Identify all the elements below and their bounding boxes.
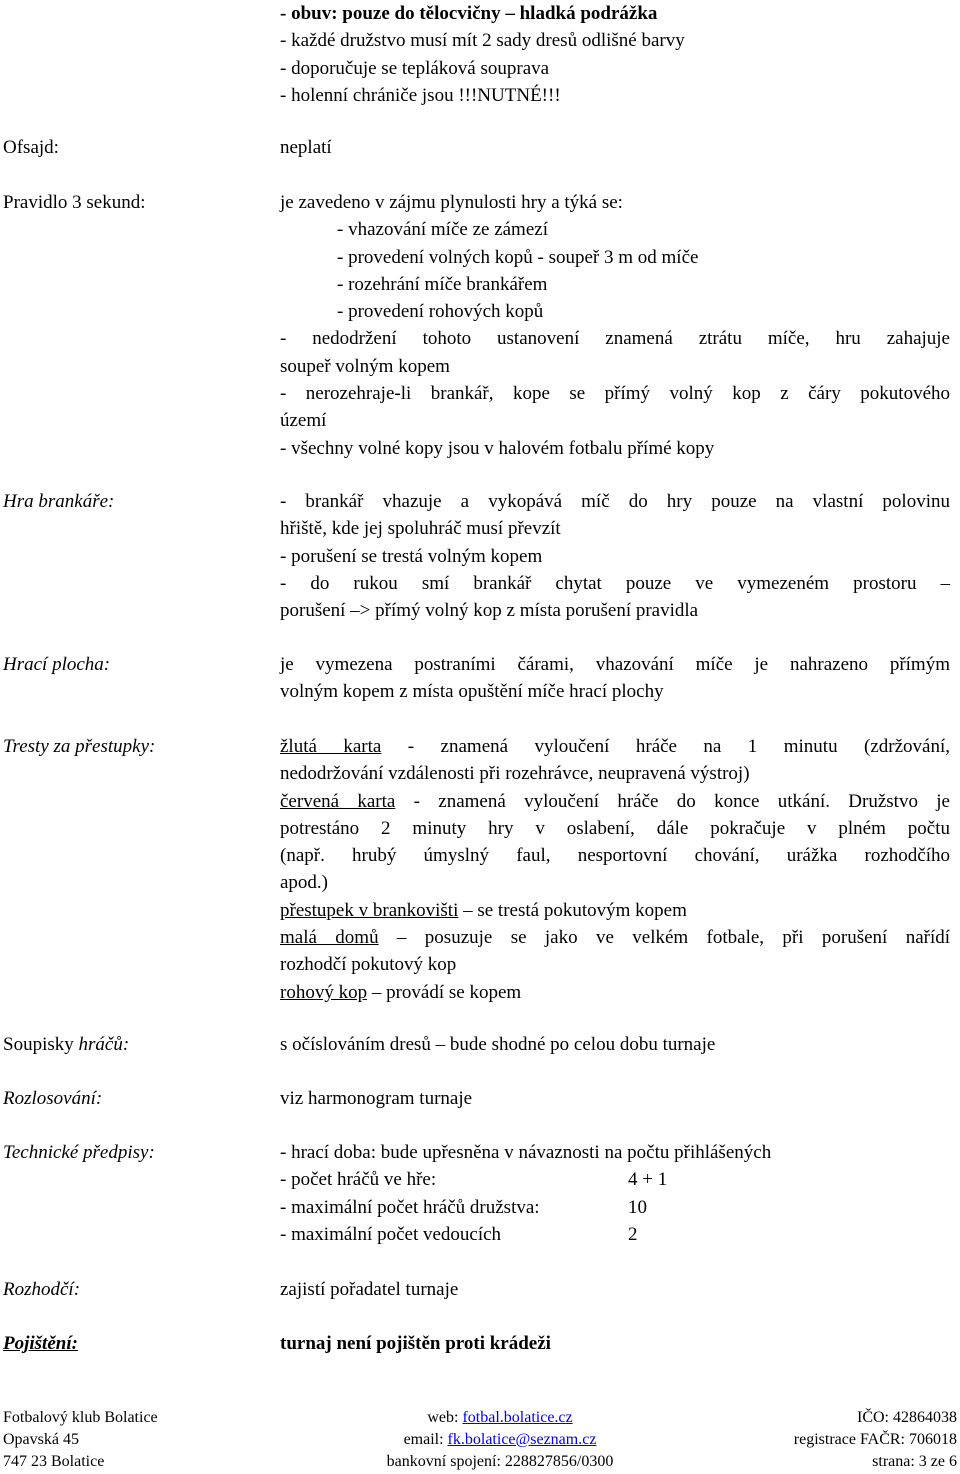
tech-row-value: 4 + 1	[628, 1169, 668, 1191]
list-item: - rozehrání míče brankářem	[337, 273, 548, 295]
footer-registration	[794, 1407, 957, 1473]
label-penalties: Tresty za přestupky:	[3, 736, 156, 757]
equipment-item: - každé družstvo musí mít 2 sady dresů odlišné barvy	[280, 30, 685, 52]
label-rosters	[3, 1031, 129, 1058]
tech-block	[280, 1139, 950, 1248]
ofsajd-text: neplatí	[280, 137, 332, 158]
paragraph: rozhodčí pokutový kop	[280, 954, 457, 976]
pitch-block	[280, 651, 950, 706]
paragraph	[280, 733, 950, 760]
three-seconds-intro: je zavedeno v zájmu plynulosti hry a týká se:	[280, 192, 623, 213]
equipment-item: - holenní chrániče jsou !!!NUTNÉ!!!	[280, 84, 561, 106]
corner-term: rohový kop	[280, 981, 368, 1003]
list-item: - provedení rohových kopů	[337, 301, 544, 323]
footer-contact	[345, 1407, 655, 1473]
list-item: - vhazování míče ze zámezí	[337, 219, 548, 241]
paragraph: volným kopem z místa opuštění míče hrací plochy	[280, 681, 664, 703]
footer-web	[345, 1407, 655, 1429]
label-insurance: Pojištění:	[3, 1333, 78, 1354]
paragraph: - do rukou smí brankář chytat pouze ve vymezeném prostoru –	[280, 572, 950, 594]
yellow-card-text: - znamená vyloučení hráče na 1 minutu (zdržování,	[381, 736, 950, 757]
paragraph: - nedodržení tohoto ustanovení znamená ztrátu míče, hru zahajuje	[280, 328, 950, 350]
paragraph: je vymezena postraními čárami, vhazování míče je nahrazeno přímým	[280, 654, 950, 675]
paragraph: (např. hrubý úmyslný faul, nesportovní chování, urážka rozhodčího	[280, 845, 950, 867]
red-card-term: červená karta	[280, 790, 396, 812]
tech-row-label: - maximální počet hráčů družstva:	[280, 1196, 540, 1218]
web-label: web:	[427, 1409, 463, 1426]
email-link[interactable]: fk.bolatice@seznam.cz	[447, 1431, 597, 1448]
label-referee: Rozhodčí:	[3, 1279, 81, 1300]
footer-email	[345, 1429, 655, 1451]
paragraph	[280, 897, 950, 924]
label-ofsajd: Ofsajd:	[3, 137, 59, 158]
tech-row-label: - maximální počet vedoucích	[280, 1223, 502, 1245]
back-pass-text: – posuzuje se jako ve velkém fotbale, při porušení nařídí	[378, 927, 951, 949]
penalties-block	[280, 733, 950, 1006]
goalkeeper-block	[280, 488, 950, 624]
rosters-label-b: hráčů:	[78, 1034, 130, 1055]
paragraph: - nerozehraje-li brankář, kope se přímý volný kop z čáry pokutového	[280, 383, 950, 405]
equipment-list	[280, 0, 950, 109]
email-label: email:	[403, 1431, 448, 1448]
paragraph: - porušení se trestá volným kopem	[280, 545, 543, 567]
label-goalkeeper: Hra brankáře:	[3, 491, 115, 512]
paragraph: zajistí pořadatel turnaje	[280, 1279, 459, 1300]
label-pitch: Hrací plocha:	[3, 654, 111, 675]
paragraph: soupeř volným kopem	[280, 355, 450, 377]
web-link[interactable]: fotbal.bolatice.cz	[462, 1409, 573, 1426]
label-three-seconds: Pravidlo 3 sekund:	[3, 192, 146, 213]
paragraph: apod.)	[280, 872, 329, 894]
paragraph: turnaj není pojištěn proti krádeži	[280, 1333, 551, 1354]
equipment-item: - obuv: pouze do tělocvičny – hladká podrážka	[280, 3, 658, 24]
footer-address	[3, 1407, 158, 1473]
referee-block	[280, 1276, 950, 1303]
footer-ico: IČO: 42864038	[857, 1409, 957, 1426]
rosters-block	[280, 1031, 950, 1058]
draw-block	[280, 1085, 950, 1112]
red-card-text: - znamená vyloučení hráče do konce utkání. Družstvo je	[395, 790, 950, 812]
goal-area-text: – se trestá pokutovým kopem	[458, 899, 687, 921]
tech-row-value: 10	[628, 1196, 647, 1218]
paragraph: území	[280, 410, 327, 432]
tech-row	[280, 1194, 950, 1221]
footer-page-number: strana: 3 ze 6	[872, 1453, 957, 1470]
paragraph: hřiště, kde jej spoluhráč musí převzít	[280, 518, 561, 540]
paragraph	[280, 924, 950, 951]
text-ofsajd	[280, 134, 950, 161]
rosters-label-a: Soupisky	[3, 1034, 79, 1055]
footer-club: Fotbalový klub Bolatice	[3, 1409, 158, 1426]
insurance-block	[280, 1330, 950, 1357]
label-draw: Rozlosování:	[3, 1088, 103, 1109]
paragraph: - brankář vhazuje a vykopává míč do hry pouze na vlastní polovinu	[280, 491, 950, 512]
label-tech: Technické předpisy:	[3, 1142, 155, 1163]
paragraph: viz harmonogram turnaje	[280, 1088, 473, 1109]
paragraph: - hrací doba: bude upřesněna v návaznosti na počtu přihlášených	[280, 1142, 772, 1163]
paragraph	[280, 788, 950, 815]
paragraph: - všechny volné kopy jsou v halovém fotbalu přímé kopy	[280, 437, 715, 459]
equipment-item: - doporučuje se tepláková souprava	[280, 57, 550, 79]
corner-text: – provádí se kopem	[367, 981, 522, 1003]
paragraph: porušení –> přímý volný kop z místa porušení pravidla	[280, 600, 699, 622]
paragraph: nedodržování vzdálenosti při rozehrávce, neupravená výstroj)	[280, 763, 750, 785]
yellow-card-term: žlutá karta	[280, 736, 382, 757]
list-item: - provedení volných kopů - soupeř 3 m od míče	[337, 246, 699, 268]
paragraph: potrestáno 2 minuty hry v oslabení, dále pokračuje v plném počtu	[280, 817, 950, 839]
footer-bank: bankovní spojení: 228827856/0300	[386, 1453, 614, 1470]
tech-row	[280, 1166, 950, 1193]
paragraph	[280, 979, 950, 1006]
tech-row-label: - počet hráčů ve hře:	[280, 1169, 437, 1191]
footer-city: 747 23 Bolatice	[3, 1453, 105, 1470]
tech-row	[280, 1221, 950, 1248]
footer-street: Opavská 45	[3, 1431, 79, 1448]
goal-area-term: přestupek v brankovišti	[280, 899, 459, 921]
three-seconds-block	[280, 189, 950, 462]
paragraph: s očíslováním dresů – bude shodné po celou dobu turnaje	[280, 1034, 716, 1055]
tech-row-value: 2	[628, 1223, 638, 1245]
back-pass-term: malá domů	[280, 927, 379, 949]
footer-facr: registrace FAČR: 706018	[793, 1431, 957, 1448]
